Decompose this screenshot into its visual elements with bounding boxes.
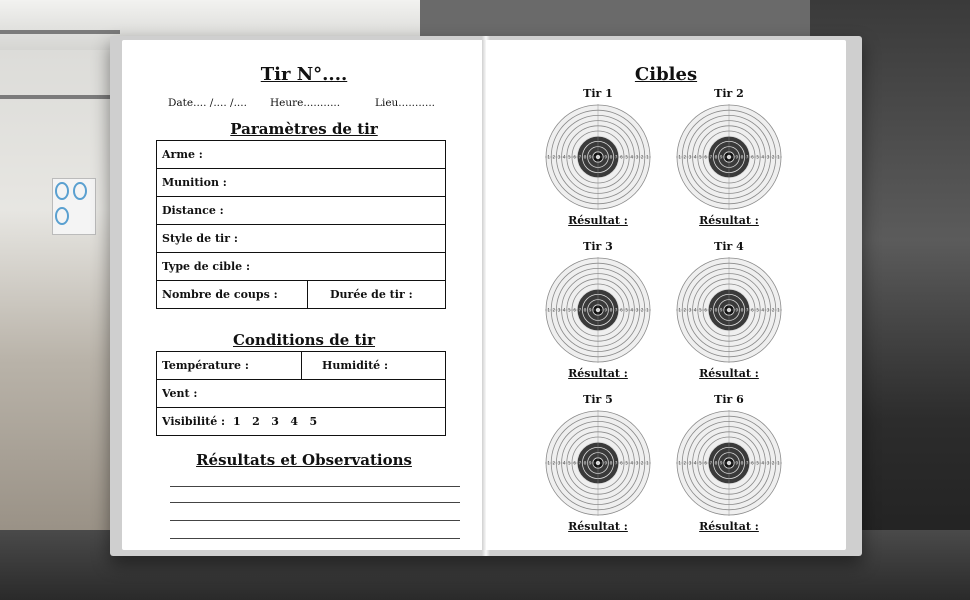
params-table <box>156 140 446 309</box>
svg-text:5: 5 <box>625 307 628 313</box>
svg-text:2: 2 <box>640 460 644 466</box>
duration-field[interactable]: Durée de tir : <box>308 281 446 309</box>
svg-text:4: 4 <box>630 307 634 313</box>
svg-text:5: 5 <box>568 307 571 313</box>
target-block <box>538 240 658 380</box>
svg-text:3: 3 <box>766 460 770 466</box>
svg-text:9: 9 <box>719 307 723 313</box>
svg-text:5: 5 <box>699 154 702 160</box>
result-label[interactable]: Résultat : <box>699 367 759 380</box>
target-block <box>538 393 658 533</box>
svg-text:2: 2 <box>683 154 687 160</box>
svg-text:5: 5 <box>625 154 628 160</box>
svg-text:1: 1 <box>777 460 780 466</box>
svg-text:2: 2 <box>683 460 687 466</box>
svg-text:7: 7 <box>709 307 713 313</box>
svg-text:9: 9 <box>588 154 592 160</box>
svg-text:4: 4 <box>693 154 697 160</box>
svg-text:5: 5 <box>756 154 759 160</box>
svg-text:2: 2 <box>552 154 556 160</box>
place-field: Lieu........... <box>375 97 436 109</box>
svg-text:9: 9 <box>735 460 739 466</box>
section-title-conditions: Conditions de tir <box>232 331 376 349</box>
svg-text:5: 5 <box>625 460 628 466</box>
target-block <box>669 240 789 380</box>
target-label: Tir 6 <box>714 393 744 406</box>
svg-text:5: 5 <box>756 307 759 313</box>
weapon-field[interactable]: Arme : <box>157 141 446 169</box>
note-line[interactable] <box>170 502 460 503</box>
temperature-field[interactable]: Température : <box>157 352 302 380</box>
svg-text:5: 5 <box>568 154 571 160</box>
svg-text:1: 1 <box>678 307 681 313</box>
svg-text:4: 4 <box>761 154 765 160</box>
svg-text:3: 3 <box>557 154 561 160</box>
svg-text:4: 4 <box>630 154 634 160</box>
svg-text:4: 4 <box>562 460 566 466</box>
svg-text:7: 7 <box>578 307 582 313</box>
svg-text:2: 2 <box>771 460 775 466</box>
svg-text:6: 6 <box>620 460 623 466</box>
result-label[interactable]: Résultat : <box>568 367 628 380</box>
svg-text:1: 1 <box>547 154 550 160</box>
svg-text:1: 1 <box>777 307 780 313</box>
target-label: Tir 2 <box>714 87 744 100</box>
target-label: Tir 1 <box>583 87 613 100</box>
svg-text:2: 2 <box>771 154 775 160</box>
note-line[interactable] <box>170 520 460 521</box>
svg-text:3: 3 <box>635 154 639 160</box>
svg-text:8: 8 <box>609 154 613 160</box>
background-target-sheet <box>52 178 96 235</box>
svg-text:6: 6 <box>620 154 623 160</box>
result-label[interactable]: Résultat : <box>699 214 759 227</box>
svg-text:3: 3 <box>557 307 561 313</box>
svg-text:2: 2 <box>683 307 687 313</box>
shooting-target-icon[interactable] <box>543 255 653 365</box>
svg-text:3: 3 <box>688 154 692 160</box>
shooting-target-icon[interactable] <box>674 255 784 365</box>
svg-text:9: 9 <box>604 460 608 466</box>
ceiling-rail <box>0 30 120 34</box>
svg-text:1: 1 <box>646 460 649 466</box>
section-title-params: Paramètres de tir <box>230 120 378 138</box>
shooting-target-icon[interactable] <box>543 102 653 212</box>
svg-text:7: 7 <box>614 460 618 466</box>
svg-text:6: 6 <box>573 154 576 160</box>
visibility-scale: 1 2 3 4 5 <box>232 415 318 428</box>
svg-text:4: 4 <box>562 154 566 160</box>
svg-text:1: 1 <box>646 307 649 313</box>
humidity-field[interactable]: Humidité : <box>302 352 446 380</box>
right-page <box>486 40 846 550</box>
svg-text:6: 6 <box>573 307 576 313</box>
distance-field[interactable]: Distance : <box>157 197 446 225</box>
svg-text:4: 4 <box>562 307 566 313</box>
svg-text:8: 8 <box>740 307 744 313</box>
svg-text:6: 6 <box>704 460 707 466</box>
svg-text:2: 2 <box>640 154 644 160</box>
result-label[interactable]: Résultat : <box>699 520 759 533</box>
svg-text:7: 7 <box>614 307 618 313</box>
ammo-field[interactable]: Munition : <box>157 169 446 197</box>
svg-text:1: 1 <box>678 460 681 466</box>
svg-text:3: 3 <box>766 154 770 160</box>
svg-text:6: 6 <box>751 307 754 313</box>
time-field: Heure........... <box>270 97 341 109</box>
svg-text:8: 8 <box>740 460 744 466</box>
svg-text:4: 4 <box>761 307 765 313</box>
svg-text:8: 8 <box>609 307 613 313</box>
target-label: Tir 4 <box>714 240 744 253</box>
svg-text:7: 7 <box>709 460 713 466</box>
shooting-target-icon[interactable] <box>674 102 784 212</box>
svg-text:8: 8 <box>714 154 718 160</box>
shooting-target-icon[interactable] <box>543 408 653 518</box>
svg-text:6: 6 <box>704 154 707 160</box>
note-line[interactable] <box>170 486 460 487</box>
svg-text:9: 9 <box>719 154 723 160</box>
svg-text:7: 7 <box>745 460 749 466</box>
svg-text:5: 5 <box>756 460 759 466</box>
svg-text:8: 8 <box>583 307 587 313</box>
shooting-style-field[interactable]: Style de tir : <box>157 225 446 253</box>
svg-text:3: 3 <box>766 307 770 313</box>
svg-text:2: 2 <box>552 307 556 313</box>
target-block <box>538 87 658 227</box>
ceiling-rail <box>0 95 120 99</box>
svg-text:5: 5 <box>699 460 702 466</box>
svg-text:2: 2 <box>552 460 556 466</box>
svg-text:7: 7 <box>745 307 749 313</box>
svg-text:9: 9 <box>604 154 608 160</box>
svg-text:8: 8 <box>714 307 718 313</box>
svg-text:1: 1 <box>777 154 780 160</box>
svg-text:7: 7 <box>745 154 749 160</box>
svg-text:9: 9 <box>735 154 739 160</box>
visibility-field[interactable] <box>157 408 446 436</box>
target-block <box>669 393 789 533</box>
svg-text:6: 6 <box>573 460 576 466</box>
svg-text:9: 9 <box>719 460 723 466</box>
svg-text:6: 6 <box>620 307 623 313</box>
svg-text:5: 5 <box>699 307 702 313</box>
svg-text:4: 4 <box>630 460 634 466</box>
svg-text:4: 4 <box>693 460 697 466</box>
svg-text:6: 6 <box>704 307 707 313</box>
visibility-label: Visibilité : <box>162 415 226 428</box>
svg-text:3: 3 <box>635 460 639 466</box>
svg-text:7: 7 <box>709 154 713 160</box>
svg-text:7: 7 <box>578 460 582 466</box>
svg-text:7: 7 <box>614 154 618 160</box>
svg-text:7: 7 <box>578 154 582 160</box>
shooting-target-icon[interactable] <box>674 408 784 518</box>
target-label: Tir 5 <box>583 393 613 406</box>
note-line[interactable] <box>170 538 460 539</box>
svg-text:9: 9 <box>604 307 608 313</box>
svg-text:2: 2 <box>771 307 775 313</box>
svg-text:4: 4 <box>693 307 697 313</box>
svg-text:5: 5 <box>568 460 571 466</box>
svg-text:8: 8 <box>714 460 718 466</box>
section-title-results: Résultats et Observations <box>196 451 412 469</box>
svg-text:3: 3 <box>688 460 692 466</box>
svg-text:3: 3 <box>557 460 561 466</box>
svg-text:3: 3 <box>635 307 639 313</box>
svg-text:8: 8 <box>609 460 613 466</box>
svg-text:4: 4 <box>761 460 765 466</box>
svg-text:1: 1 <box>646 154 649 160</box>
svg-text:1: 1 <box>678 154 681 160</box>
svg-text:8: 8 <box>740 154 744 160</box>
target-type-field[interactable]: Type de cible : <box>157 253 446 281</box>
svg-text:9: 9 <box>735 307 739 313</box>
date-field: Date.... /.... /.... <box>168 97 247 109</box>
svg-text:9: 9 <box>588 307 592 313</box>
svg-text:9: 9 <box>588 460 592 466</box>
target-block <box>669 87 789 227</box>
svg-text:8: 8 <box>583 154 587 160</box>
wind-field[interactable]: Vent : <box>157 380 446 408</box>
targets-title: Cibles <box>634 64 698 85</box>
svg-text:6: 6 <box>751 154 754 160</box>
shot-count-field[interactable]: Nombre de coups : <box>157 281 308 309</box>
conditions-table <box>156 351 446 436</box>
result-label[interactable]: Résultat : <box>568 214 628 227</box>
svg-text:3: 3 <box>688 307 692 313</box>
result-label[interactable]: Résultat : <box>568 520 628 533</box>
target-label: Tir 3 <box>583 240 613 253</box>
left-page <box>122 40 486 550</box>
svg-text:2: 2 <box>640 307 644 313</box>
svg-text:1: 1 <box>547 460 550 466</box>
svg-text:6: 6 <box>751 460 754 466</box>
shot-number-title: Tir N°.... <box>260 64 348 85</box>
open-notebook <box>110 36 862 556</box>
svg-text:8: 8 <box>583 460 587 466</box>
svg-text:1: 1 <box>547 307 550 313</box>
